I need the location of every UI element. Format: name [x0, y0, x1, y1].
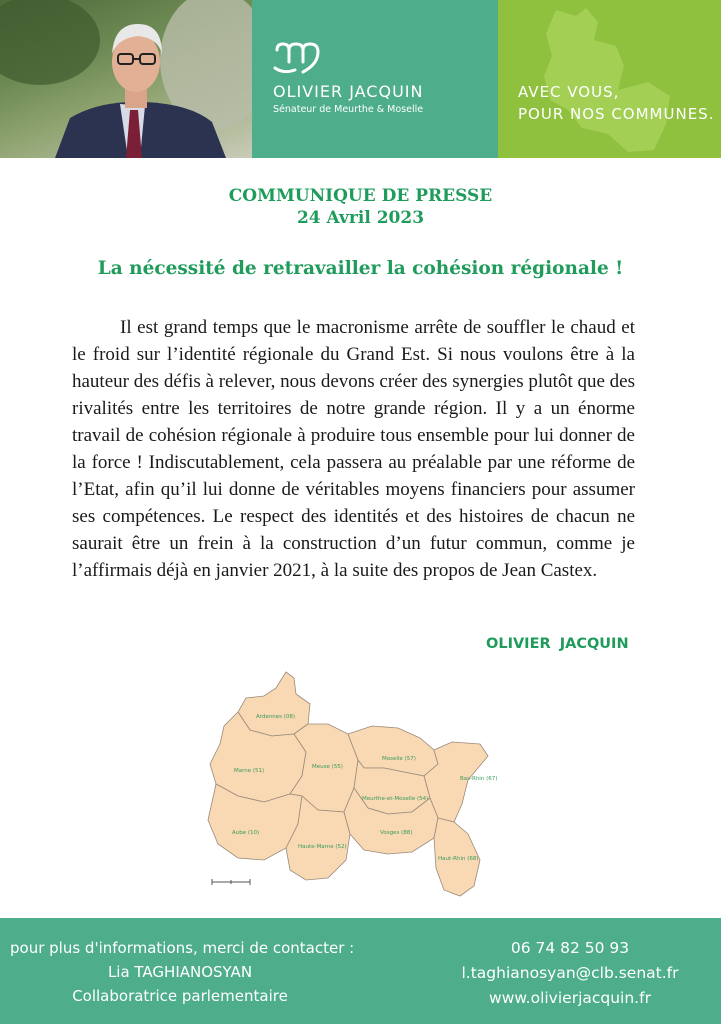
brand-subtitle: Sénateur de Meurthe & Moselle: [273, 104, 424, 115]
map-label-bas-rhin: Bas-Rhin (67): [460, 776, 498, 782]
map-label-ardennes: Ardennes (08): [256, 714, 296, 720]
slogan-line-1: AVEC VOUS,: [518, 83, 620, 101]
header-banner: [0, 0, 721, 158]
grand-est-map: [198, 664, 498, 900]
map-label-meuse: Meuse (55): [312, 764, 343, 770]
contact-details: [430, 936, 710, 1011]
map-label-meurthe-et-moselle: Meurthe-et-Moselle (54): [362, 796, 429, 802]
contact-role: Collaboratrice parlementaire: [72, 987, 288, 1005]
contact-phone[interactable]: 06 74 82 50 93: [510, 939, 630, 957]
senator-photo: [0, 0, 252, 158]
footer-contact: [0, 918, 721, 1024]
signature: OLIVIER JACQUIN: [486, 636, 629, 652]
map-label-moselle: Moselle (57): [382, 756, 416, 762]
contact-email[interactable]: l.taghianosyan@clb.senat.fr: [461, 964, 679, 982]
brand-panel: [252, 0, 498, 158]
body-text: [72, 314, 635, 584]
map-scale-bar: [212, 879, 250, 885]
headline: La nécessité de retravailler la cohésion régionale !: [97, 258, 624, 279]
slogan-line-2: POUR NOS COMMUNES.: [518, 105, 715, 123]
map-label-aube: Aube (10): [232, 830, 260, 836]
slogan-panel: [498, 0, 721, 158]
contact-name: Lia TAGHIANOSYAN: [107, 963, 253, 981]
map-label-haute-marne: Haute-Marne (52): [298, 844, 347, 850]
portrait-illustration: [0, 0, 252, 158]
contact-person: [10, 936, 370, 1008]
region-silhouette-icon: [498, 0, 721, 158]
brand-logo-icon: [273, 40, 323, 76]
contact-intro: pour plus d'informations, merci de contacter :: [10, 939, 355, 957]
slogan: [518, 81, 714, 125]
map-label-vosges: Vosges (88): [380, 830, 413, 836]
brand-name: OLIVIER JACQUIN: [273, 82, 424, 101]
press-release-date: 24 Avril 2023: [296, 208, 425, 228]
map-label-marne: Marne (51): [234, 768, 265, 774]
press-release-title: COMMUNIQUE DE PRESSE: [228, 186, 493, 206]
map-label-haut-rhin: Haut-Rhin (68): [438, 856, 479, 862]
website-link[interactable]: www.olivierjacquin.fr: [489, 989, 651, 1007]
body-paragraph: Il est grand temps que le macronisme arrête de souffler le chaud et le froid sur l’identité régionale du Grand Est. Si nous voulons être à la hauteur des défis à relever, nous devons créer des synergies plutôt que des rivalités entre les territoires de notre grande région. Il y a un énorme travail de cohésion régionale à produire tous ensemble pour lui donner de la force ! Indiscutablement, cela passera au préalable par une réforme de l’Etat, afin qu’il lui donne de véritables moyens financiers pour assumer ses compétences. Le respect des identités et des histoires de chacun ne saurait être un frein à la construction d’un futur commun, comme je l’affirmais déjà en janvier 2021, à la suite des propos de Jean Castex.: [72, 317, 635, 581]
map-region-ardennes: [238, 672, 310, 736]
